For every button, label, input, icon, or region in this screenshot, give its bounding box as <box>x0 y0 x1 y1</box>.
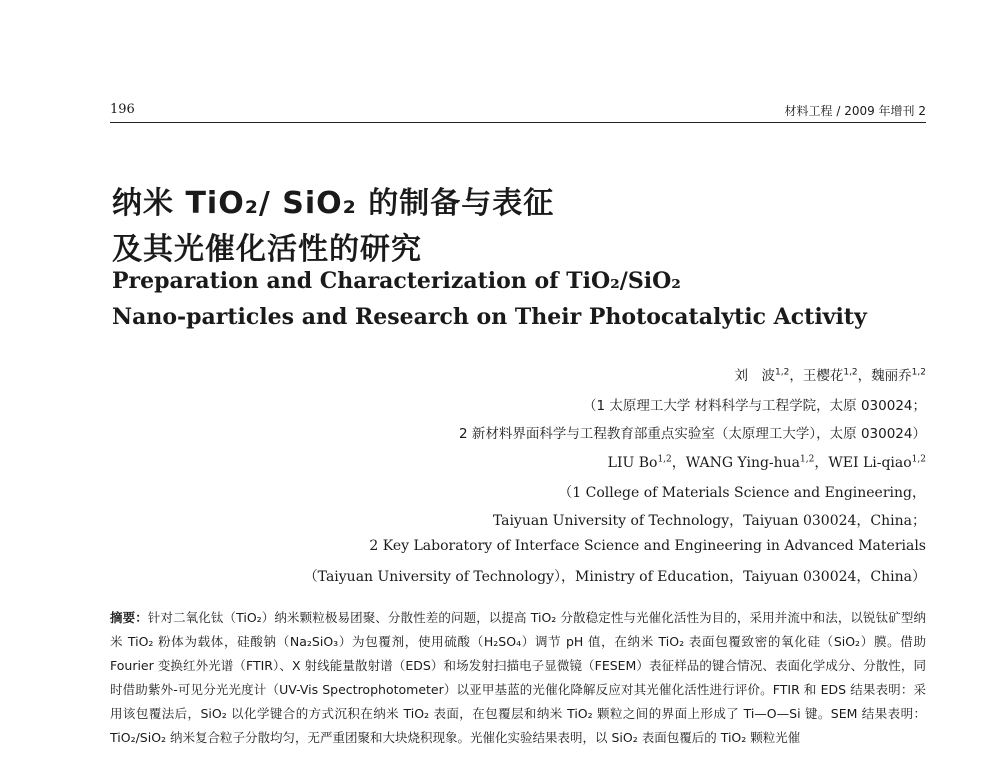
author-en-3-sup: 1,2 <box>911 454 926 465</box>
author-en-1: LIU Bo <box>607 455 658 471</box>
abstract-label: 摘要： <box>110 610 148 625</box>
affiliation-en-4: （Taiyuan University of Technology），Ministry of Education，Taiyuan 030024，China） <box>303 569 926 585</box>
author-cn-2-sup: 1,2 <box>843 367 858 378</box>
title-cn-line1: 纳米 TiO₂/ SiO₂ 的制备与表征 <box>112 186 555 221</box>
title-cn-line2: 及其光催化活性的研究 <box>112 232 422 267</box>
page-number: 196 <box>110 102 135 117</box>
author-cn-3-sup: 1,2 <box>911 367 926 378</box>
author-en-2-sup: 1,2 <box>800 454 815 465</box>
affiliation-en-3: 2 Key Laboratory of Interface Science and Engineering in Advanced Materials <box>369 538 926 554</box>
affiliation-cn-1: （1 太原理工大学 材料科学与工程学院，太原 030024； <box>583 398 926 414</box>
journal-name: 材料工程 / 2009 年增刊 2 <box>784 104 926 118</box>
author-cn-1-sup: 1,2 <box>775 367 790 378</box>
author-cn-3: ，魏丽乔 <box>857 368 912 384</box>
author-en-1-sup: 1,2 <box>657 454 672 465</box>
author-en-2: ，WANG Ying-hua <box>671 455 801 471</box>
title-en-line2: Nano-particles and Research on Their Photocatalytic Activity <box>112 304 867 330</box>
abstract-text: 针对二氧化钛（TiO₂）纳米颗粒极易团聚、分散性差的问题，以提高 TiO₂ 分散稳定性与光催化活性为目的，采用并流中和法，以锐钛矿型纳米 TiO₂ 粉体为载体，硅酸钠（Na₂SiO₃）为包覆剂，使用硫酸（H₂SO₄）调节 pH 值，在纳米 TiO₂ 表面包覆致密的氧化硅（SiO₂）膜。借助 Fourier 变换红外光谱（FTIR）、X 射线能量散射谱（EDS）和场发射扫描电子显微镜（FESEM）表征样品的键合情况、表面化学成分、分散性，同时借助紫外-可见分光光度计（UV-Vis Spectrophotometer）以亚甲基蓝的光催化降解反应对其光催化活性进行评价。FTIR 和 EDS 结果表明：采用该包覆法后，SiO₂ 以化学键合的方式沉积在纳米 TiO₂ 表面，在包覆层和纳米 TiO₂ 颗粒之间的界面上形成了 Ti—O—Si 键。SEM 结果表明：TiO₂/SiO₂ 纳米复合粒子分散均匀，无严重团聚和大块烧积现象。光催化实验结果表明，以 SiO₂ 表面包覆后的 TiO₂ 颗粒光催 <box>110 610 926 745</box>
title-en-line1: Preparation and Characterization of TiO₂/SiO₂ <box>112 268 681 294</box>
authors-en <box>608 452 926 472</box>
author-cn-2: ，王樱花 <box>789 368 844 384</box>
header-rule <box>110 122 926 123</box>
abstract <box>110 606 926 750</box>
running-header <box>110 102 926 122</box>
author-en-3: ，WEI Li-qiao <box>814 455 912 471</box>
affiliation-en-2: Taiyuan University of Technology，Taiyuan 030024，China； <box>492 513 926 529</box>
author-cn-1: 刘 波 <box>734 368 776 384</box>
affiliation-cn-2: 2 新材料界面科学与工程教育部重点实验室（太原理工大学），太原 030024） <box>459 426 926 442</box>
affiliation-en-1: （1 College of Materials Science and Engineering， <box>558 485 926 501</box>
authors-cn <box>735 364 926 384</box>
